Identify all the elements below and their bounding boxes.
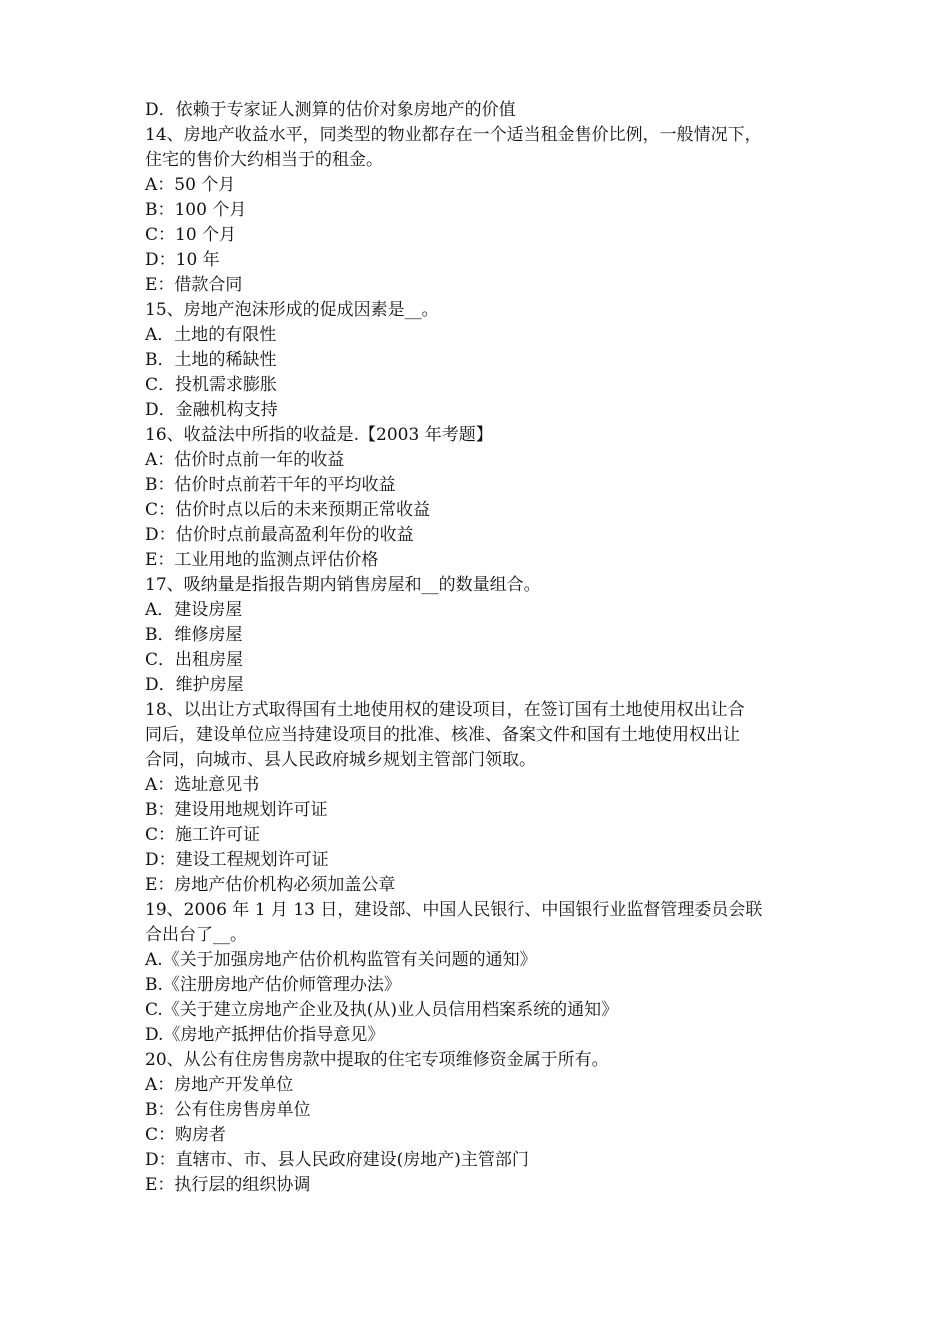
option-line: C：估价时点以后的未来预期正常收益 (145, 500, 431, 520)
option-line: C．投机需求膨胀 (145, 375, 278, 395)
option-line: A：50 个月 (145, 175, 236, 195)
option-line: E：借款合同 (145, 275, 243, 295)
question-line: 18、以出让方式取得国有土地使用权的建设项目，在签订国有土地使用权出让合 (145, 700, 745, 720)
option-line: C.《关于建立房地产企业及执(从)业人员信用档案系统的通知》 (145, 1000, 619, 1020)
option-line: D：10 年 (145, 250, 220, 270)
option-line: B.《注册房地产估价师管理办法》 (145, 975, 401, 995)
option-line: A.《关于加强房地产估价机构监管有关问题的通知》 (145, 950, 537, 970)
option-line: A：房地产开发单位 (145, 1075, 294, 1095)
option-line: B：建设用地规划许可证 (145, 800, 328, 820)
option-line: C：购房者 (145, 1125, 227, 1145)
option-line: D．维护房屋 (145, 675, 244, 695)
question-line: 19、2006 年 1 月 13 日，建设部、中国人民银行、中国银行业监督管理委员会联 (145, 900, 763, 920)
option-line: B：估价时点前若干年的平均收益 (145, 475, 396, 495)
option-line: D．依赖于专家证人测算的估价对象房地产的价值 (145, 100, 516, 120)
document-body (145, 98, 815, 1198)
question-line: 14、房地产收益水平，同类型的物业都存在一个适当租金售价比例，一般情况下， (145, 125, 762, 145)
option-line: B：公有住房售房单位 (145, 1100, 311, 1120)
option-line: E：房地产估价机构必须加盖公章 (145, 875, 396, 895)
option-line: B：100 个月 (145, 200, 247, 220)
option-line: C：施工许可证 (145, 825, 261, 845)
option-line: D．金融机构支持 (145, 400, 278, 420)
question-line: 合同，向城市、县人民政府城乡规划主管部门领取。 (145, 750, 536, 770)
option-line: D.《房地产抵押估价指导意见》 (145, 1025, 385, 1045)
option-line: A：估价时点前一年的收益 (145, 450, 345, 470)
question-line: 15、房地产泡沫形成的促成因素是__。 (145, 300, 439, 320)
option-line: A：选址意见书 (145, 775, 260, 795)
option-line: E：执行层的组织协调 (145, 1175, 311, 1195)
question-line: 住宅的售价大约相当于的租金。 (145, 150, 383, 170)
question-line: 17、吸纳量是指报告期内销售房屋和__的数量组合。 (145, 575, 541, 595)
question-line: 20、从公有住房售房款中提取的住宅专项维修资金属于所有。 (145, 1050, 609, 1070)
option-line: A．建设房屋 (145, 600, 243, 620)
option-line: D：直辖市、市、县人民政府建设(房地产)主管部门 (145, 1150, 529, 1170)
option-line: A．土地的有限性 (145, 325, 277, 345)
option-line: B．维修房屋 (145, 625, 243, 645)
question-line: 16、收益法中所指的收益是.【2003 年考题】 (145, 425, 493, 445)
option-line: E：工业用地的监测点评估价格 (145, 550, 379, 570)
question-line: 合出台了__。 (145, 925, 247, 945)
option-line: D：建设工程规划许可证 (145, 850, 329, 870)
question-line: 同后，建设单位应当持建设项目的批准、核准、备案文件和国有土地使用权出让 (145, 725, 740, 745)
option-line: C：10 个月 (145, 225, 237, 245)
option-line: D：估价时点前最高盈利年份的收益 (145, 525, 414, 545)
option-line: C．出租房屋 (145, 650, 244, 670)
option-line: B．土地的稀缺性 (145, 350, 277, 370)
